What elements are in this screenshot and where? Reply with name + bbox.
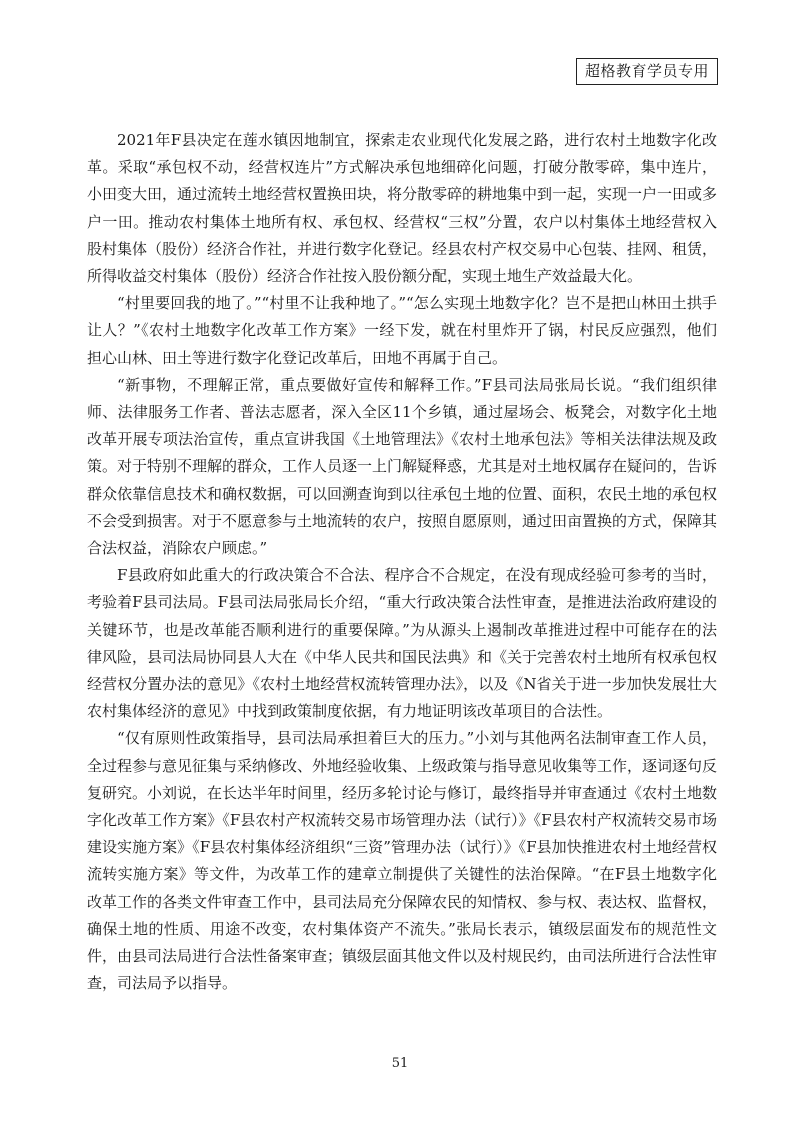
paragraph-2: “村里要回我的地了。”“村里不让我种地了。”“怎么实现土地数字化？岂不是把山林田土拱手让人？”《农村土地数字化改革工作方案》一经下发，就在村里炸开了锅，村民反应强烈，他们担心山林、田土等进行数字化登记改革后，田地不再属于自己。 (87, 294, 717, 367)
paragraph-3: “新事物，不理解正常，重点要做好宣传和解释工作。”F县司法局张局长说。“我们组织律师、法律服务工作者、普法志愿者，深入全区11个乡镇，通过屋场会、板凳会，对数字化土地改革开展专项法治宣传，重点宣讲我国《土地管理法》《农村土地承包法》等相关法律法规及政策。对于特别不理解的群众，工作人员逐一上门解疑释惑，尤其是对土地权属存在疑问的，告诉群众依靠信息技术和确权数据，可以回溯查询到以往承包土地的位置、面积，农民土地的承包权不会受到损害。对于不愿意参与土地流转的农户，按照自愿原则，通过田亩置换的方式，保障其合法权益，消除农户顾虑。” (87, 375, 718, 558)
usage-badge: 超格教育学员专用 (576, 58, 718, 85)
paragraph-1: 2021年F县决定在莲水镇因地制宜，探索走农业现代化发展之路，进行农村土地数字化改革。采取“承包权不动，经营权连片”方式解决承包地细碎化问题，打破分散零碎，集中连片，小田变大田，通过流转土地经营权置换田块，将分散零碎的耕地集中到一起，实现一户一田或多户一田。推动农村集体土地所有权、承包权、经营权“三权”分置，农户以村集体土地经营权入股村集体（股份）经济合作社，并进行数字化登记。经县农村产权交易中心包装、挂网、租赁，所得收益交村集体（股份）经济合作社按入股份额分配，实现土地生产效益最大化。 (87, 131, 718, 286)
body-text (87, 127, 717, 998)
paragraph-5: “仅有原则性政策指导，县司法局承担着巨大的压力。”小刘与其他两名法制审查工作人员，全过程参与意见征集与采纳修改、外地经验收集、上级政策与指导意见收集等工作，逐词逐句反复研究。小刘说，在长达半年时间里，经历多轮讨论与修订，最终指导并审查通过《农村土地数字化改革工作方案》《F县农村产权流转交易市场管理办法（试行）》《F县农村产权流转交易市场建设实施方案》《F县农村集体经济组织“三资”管理办法（试行）》《F县加快推进农村土地经营权流转实施方案》等文件，为改革工作的建章立制提供了关键性的法治保障。“在F县土地数字化改革工作的各类文件审查工作中，县司法局充分保障农民的知情权、参与权、表达权、监督权，确保土地的性质、用途不改变，农村集体资产不流失。”张局长表示，镇级层面发布的规范性文件，由县司法局进行合法性备案审查；镇级层面其他文件以及村规民约，由司法所进行合法性审查，司法局予以指导。 (87, 729, 718, 993)
page-number: 51 (391, 1056, 409, 1071)
paragraph-4: F县政府如此重大的行政决策合不合法、程序合不合规定，在没有现成经验可参考的当时，考验着F县司法局。F县司法局张局长介绍，“重大行政决策合法性审查，是推进法治政府建设的关键环节，也是改革能否顺利进行的重要保障。”为从源头上遏制改革推进过程中可能存在的法律风险，县司法局协同县人大在《中华人民共和国民法典》和《关于完善农村土地所有权承包权经营权分置办法的意见》《农村土地经营权流转管理办法》，以及《N省关于进一步加快发展壮大农村集体经济的意见》中找到政策制度依据，有力地证明该改革项目的合法性。 (87, 566, 718, 721)
